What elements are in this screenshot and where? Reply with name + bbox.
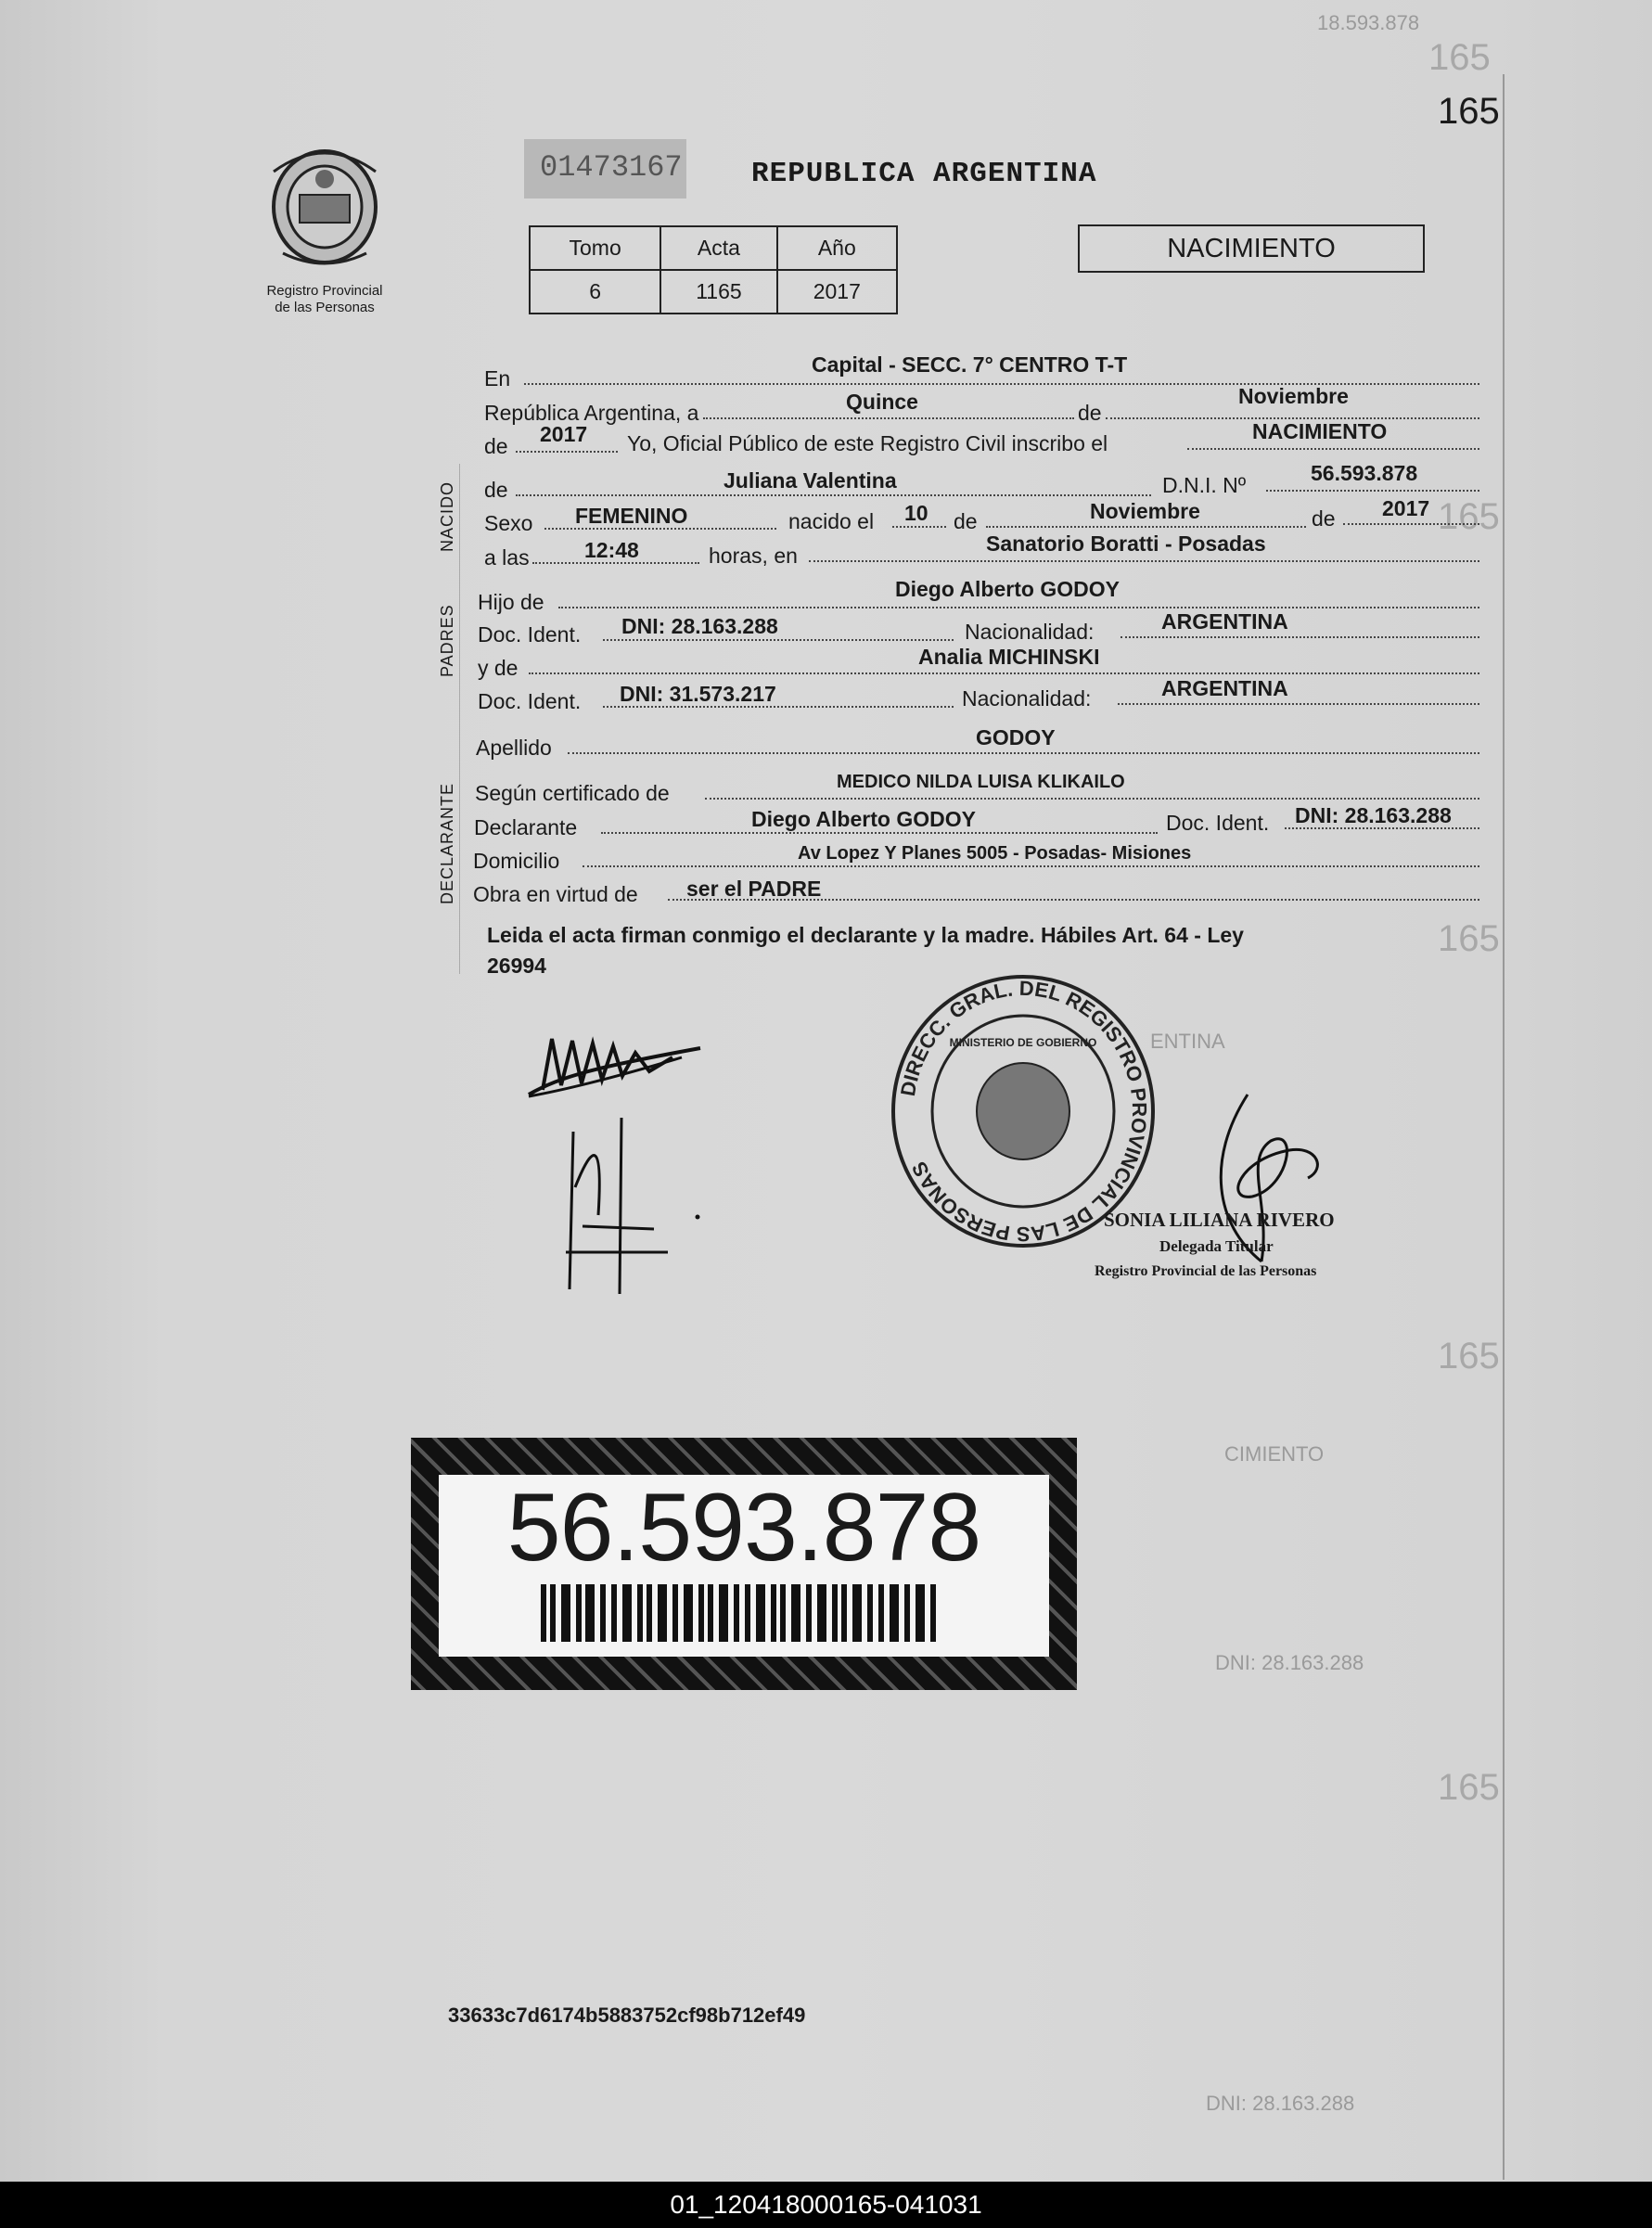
barcode bbox=[541, 1584, 940, 1642]
seal-text: DIRECC. GRAL. DEL REGISTRO PROVINCIAL DE LAS PERSONAS bbox=[895, 976, 1152, 1247]
value-declarante: Diego Alberto GODOY bbox=[751, 807, 976, 831]
table-cell: 2017 bbox=[777, 270, 897, 314]
dotted-line bbox=[703, 417, 1074, 419]
side-label-nacido: NACIDO bbox=[438, 480, 456, 552]
table-cell: 1165 bbox=[660, 270, 776, 314]
dotted-line bbox=[529, 672, 1479, 674]
value-lugar-nac: Sanatorio Boratti - Posadas bbox=[986, 531, 1266, 556]
dotted-line bbox=[516, 451, 618, 453]
table-header: Tomo bbox=[530, 226, 660, 270]
logo-caption-line: de las Personas bbox=[275, 300, 375, 315]
value-apellido: GODOY bbox=[976, 725, 1056, 749]
label-obra: Obra en virtud de bbox=[473, 882, 638, 906]
label-yo: Yo, Oficial Público de este Registro Civil inscribo el bbox=[627, 431, 1108, 455]
dotted-line bbox=[705, 798, 1479, 800]
logo-caption bbox=[250, 283, 399, 316]
value-certificado: MEDICO NILDA LUISA KLIKAILO bbox=[837, 772, 1125, 792]
value-declarante-doc: DNI: 28.163.288 bbox=[1295, 803, 1452, 827]
page-number: 165 bbox=[1438, 91, 1500, 132]
value-madre: Analia MICHINSKI bbox=[918, 645, 1100, 669]
value-acto: NACIMIENTO bbox=[1252, 419, 1388, 443]
dotted-line bbox=[986, 526, 1306, 528]
bleed-text: 165 bbox=[1438, 496, 1500, 537]
value-dni: 56.593.878 bbox=[1311, 461, 1418, 485]
value-madre-nac: ARGENTINA bbox=[1161, 676, 1288, 700]
document-type-box: NACIMIENTO bbox=[1078, 224, 1425, 273]
bleed-text: 165 bbox=[1428, 37, 1491, 78]
seal-inner-text: MINISTERIO DE GOBIERNO bbox=[949, 1036, 1097, 1049]
side-label-padres: PADRES bbox=[438, 604, 456, 677]
serial-stamp: 01473167 bbox=[540, 150, 683, 185]
dotted-line bbox=[558, 607, 1479, 608]
value-sexo: FEMENINO bbox=[575, 504, 688, 528]
bleed-text: 165 bbox=[1438, 1336, 1500, 1376]
dni-sticker-number: 56.593.878 bbox=[506, 1474, 981, 1581]
label-nacionalidad-1: Nacionalidad: bbox=[965, 620, 1095, 644]
bleed-text: 165 bbox=[1438, 918, 1500, 959]
dotted-line bbox=[1187, 448, 1479, 450]
signature-declarante bbox=[524, 1020, 710, 1104]
bleed-text: 165 bbox=[1438, 1767, 1500, 1808]
value-padre-nac: ARGENTINA bbox=[1161, 609, 1288, 634]
label-de-name: de bbox=[484, 478, 508, 502]
closing-line-2: 26994 bbox=[487, 954, 546, 978]
document-title: REPUBLICA ARGENTINA bbox=[751, 158, 1097, 190]
label-en: En bbox=[484, 366, 511, 391]
side-label-declarante: DECLARANTE bbox=[438, 782, 456, 904]
registry-table bbox=[529, 225, 898, 314]
bleed-text: ENTINA bbox=[1150, 1030, 1225, 1053]
label-de-month: de bbox=[1078, 401, 1102, 425]
value-lugar: Capital - SECC. 7° CENTRO T-T bbox=[812, 352, 1128, 377]
table-header: Acta bbox=[660, 226, 776, 270]
label-y-de: y de bbox=[478, 656, 519, 680]
value-anio: 2017 bbox=[540, 422, 588, 446]
dotted-line bbox=[603, 639, 954, 641]
dotted-line bbox=[1343, 523, 1479, 525]
closing-line-1: Leida el acta firman conmigo el declarante y la madre. Hábiles Art. 64 - Ley bbox=[487, 923, 1244, 947]
value-anio-nac: 2017 bbox=[1382, 496, 1430, 520]
document-hash: 33633c7d6174b5883752cf98b712ef49 bbox=[448, 2004, 806, 2027]
label-a-las: a las bbox=[484, 545, 530, 570]
table-cell: 6 bbox=[530, 270, 660, 314]
label-republica: República Argentina, a bbox=[484, 401, 699, 425]
value-domicilio: Av Lopez Y Planes 5005 - Posadas- Misiones bbox=[798, 843, 1192, 864]
bleed-text: DNI: 28.163.288 bbox=[1215, 1651, 1364, 1674]
label-dni: D.N.I. Nº bbox=[1162, 473, 1247, 497]
dotted-line bbox=[516, 494, 1151, 496]
value-padre-doc: DNI: 28.163.288 bbox=[621, 614, 778, 638]
bleed-text: 18.593.878 bbox=[1317, 11, 1420, 34]
label-de-birth-month: de bbox=[954, 509, 978, 533]
dni-sticker-inner bbox=[439, 1475, 1049, 1657]
value-nombre: Juliana Valentina bbox=[724, 468, 897, 493]
dotted-line bbox=[1266, 490, 1479, 492]
dotted-line bbox=[809, 560, 1479, 562]
dotted-line bbox=[583, 865, 1479, 867]
side-divider bbox=[459, 464, 460, 974]
label-nacido: nacido el bbox=[788, 509, 875, 533]
officer-name: SONIA LILIANA RIVERO bbox=[1104, 1209, 1335, 1231]
label-sexo: Sexo bbox=[484, 511, 533, 535]
label-de-birth-year: de bbox=[1312, 506, 1336, 531]
bleed-text: DNI: 28.163.288 bbox=[1206, 2092, 1355, 2115]
officer-org: Registro Provincial de las Personas bbox=[1095, 1263, 1317, 1279]
signature-madre bbox=[557, 1113, 714, 1299]
label-domicilio: Domicilio bbox=[473, 849, 560, 873]
label-segun: Según certificado de bbox=[475, 781, 670, 805]
value-mes: Noviembre bbox=[1238, 384, 1349, 408]
page-edge-line bbox=[1503, 74, 1505, 2180]
province-seal-logo bbox=[264, 144, 385, 274]
label-nacionalidad-2: Nacionalidad: bbox=[962, 686, 1092, 711]
dotted-line bbox=[601, 832, 1158, 834]
dotted-line bbox=[892, 526, 946, 528]
value-padre: Diego Alberto GODOY bbox=[895, 577, 1120, 601]
value-madre-doc: DNI: 31.573.217 bbox=[620, 682, 776, 706]
label-doc-ident-3: Doc. Ident. bbox=[1166, 811, 1270, 835]
value-obra: ser el PADRE bbox=[686, 877, 822, 901]
label-declarante: Declarante bbox=[474, 815, 578, 839]
officer-title: Delegada Titular bbox=[1159, 1237, 1274, 1255]
dni-sticker bbox=[411, 1438, 1077, 1690]
scan-footer: 01_120418000165-041031 bbox=[0, 2182, 1652, 2228]
label-horas: horas, en bbox=[709, 544, 798, 568]
value-dia: Quince bbox=[846, 390, 918, 414]
bleed-text: CIMIENTO bbox=[1224, 1442, 1325, 1466]
dotted-line bbox=[568, 752, 1479, 754]
dotted-line bbox=[1121, 636, 1479, 638]
label-doc-ident-2: Doc. Ident. bbox=[478, 689, 582, 713]
label-de-year: de bbox=[484, 434, 508, 458]
value-mes-nac: Noviembre bbox=[1090, 499, 1200, 523]
value-hora: 12:48 bbox=[584, 538, 639, 562]
label-doc-ident-1: Doc. Ident. bbox=[478, 622, 582, 647]
value-dia-nac: 10 bbox=[904, 501, 928, 525]
logo-caption-line: Registro Provincial bbox=[266, 283, 383, 299]
label-apellido: Apellido bbox=[476, 736, 552, 760]
label-hijo: Hijo de bbox=[478, 590, 544, 614]
dotted-line bbox=[1118, 703, 1479, 705]
table-header: Año bbox=[777, 226, 897, 270]
